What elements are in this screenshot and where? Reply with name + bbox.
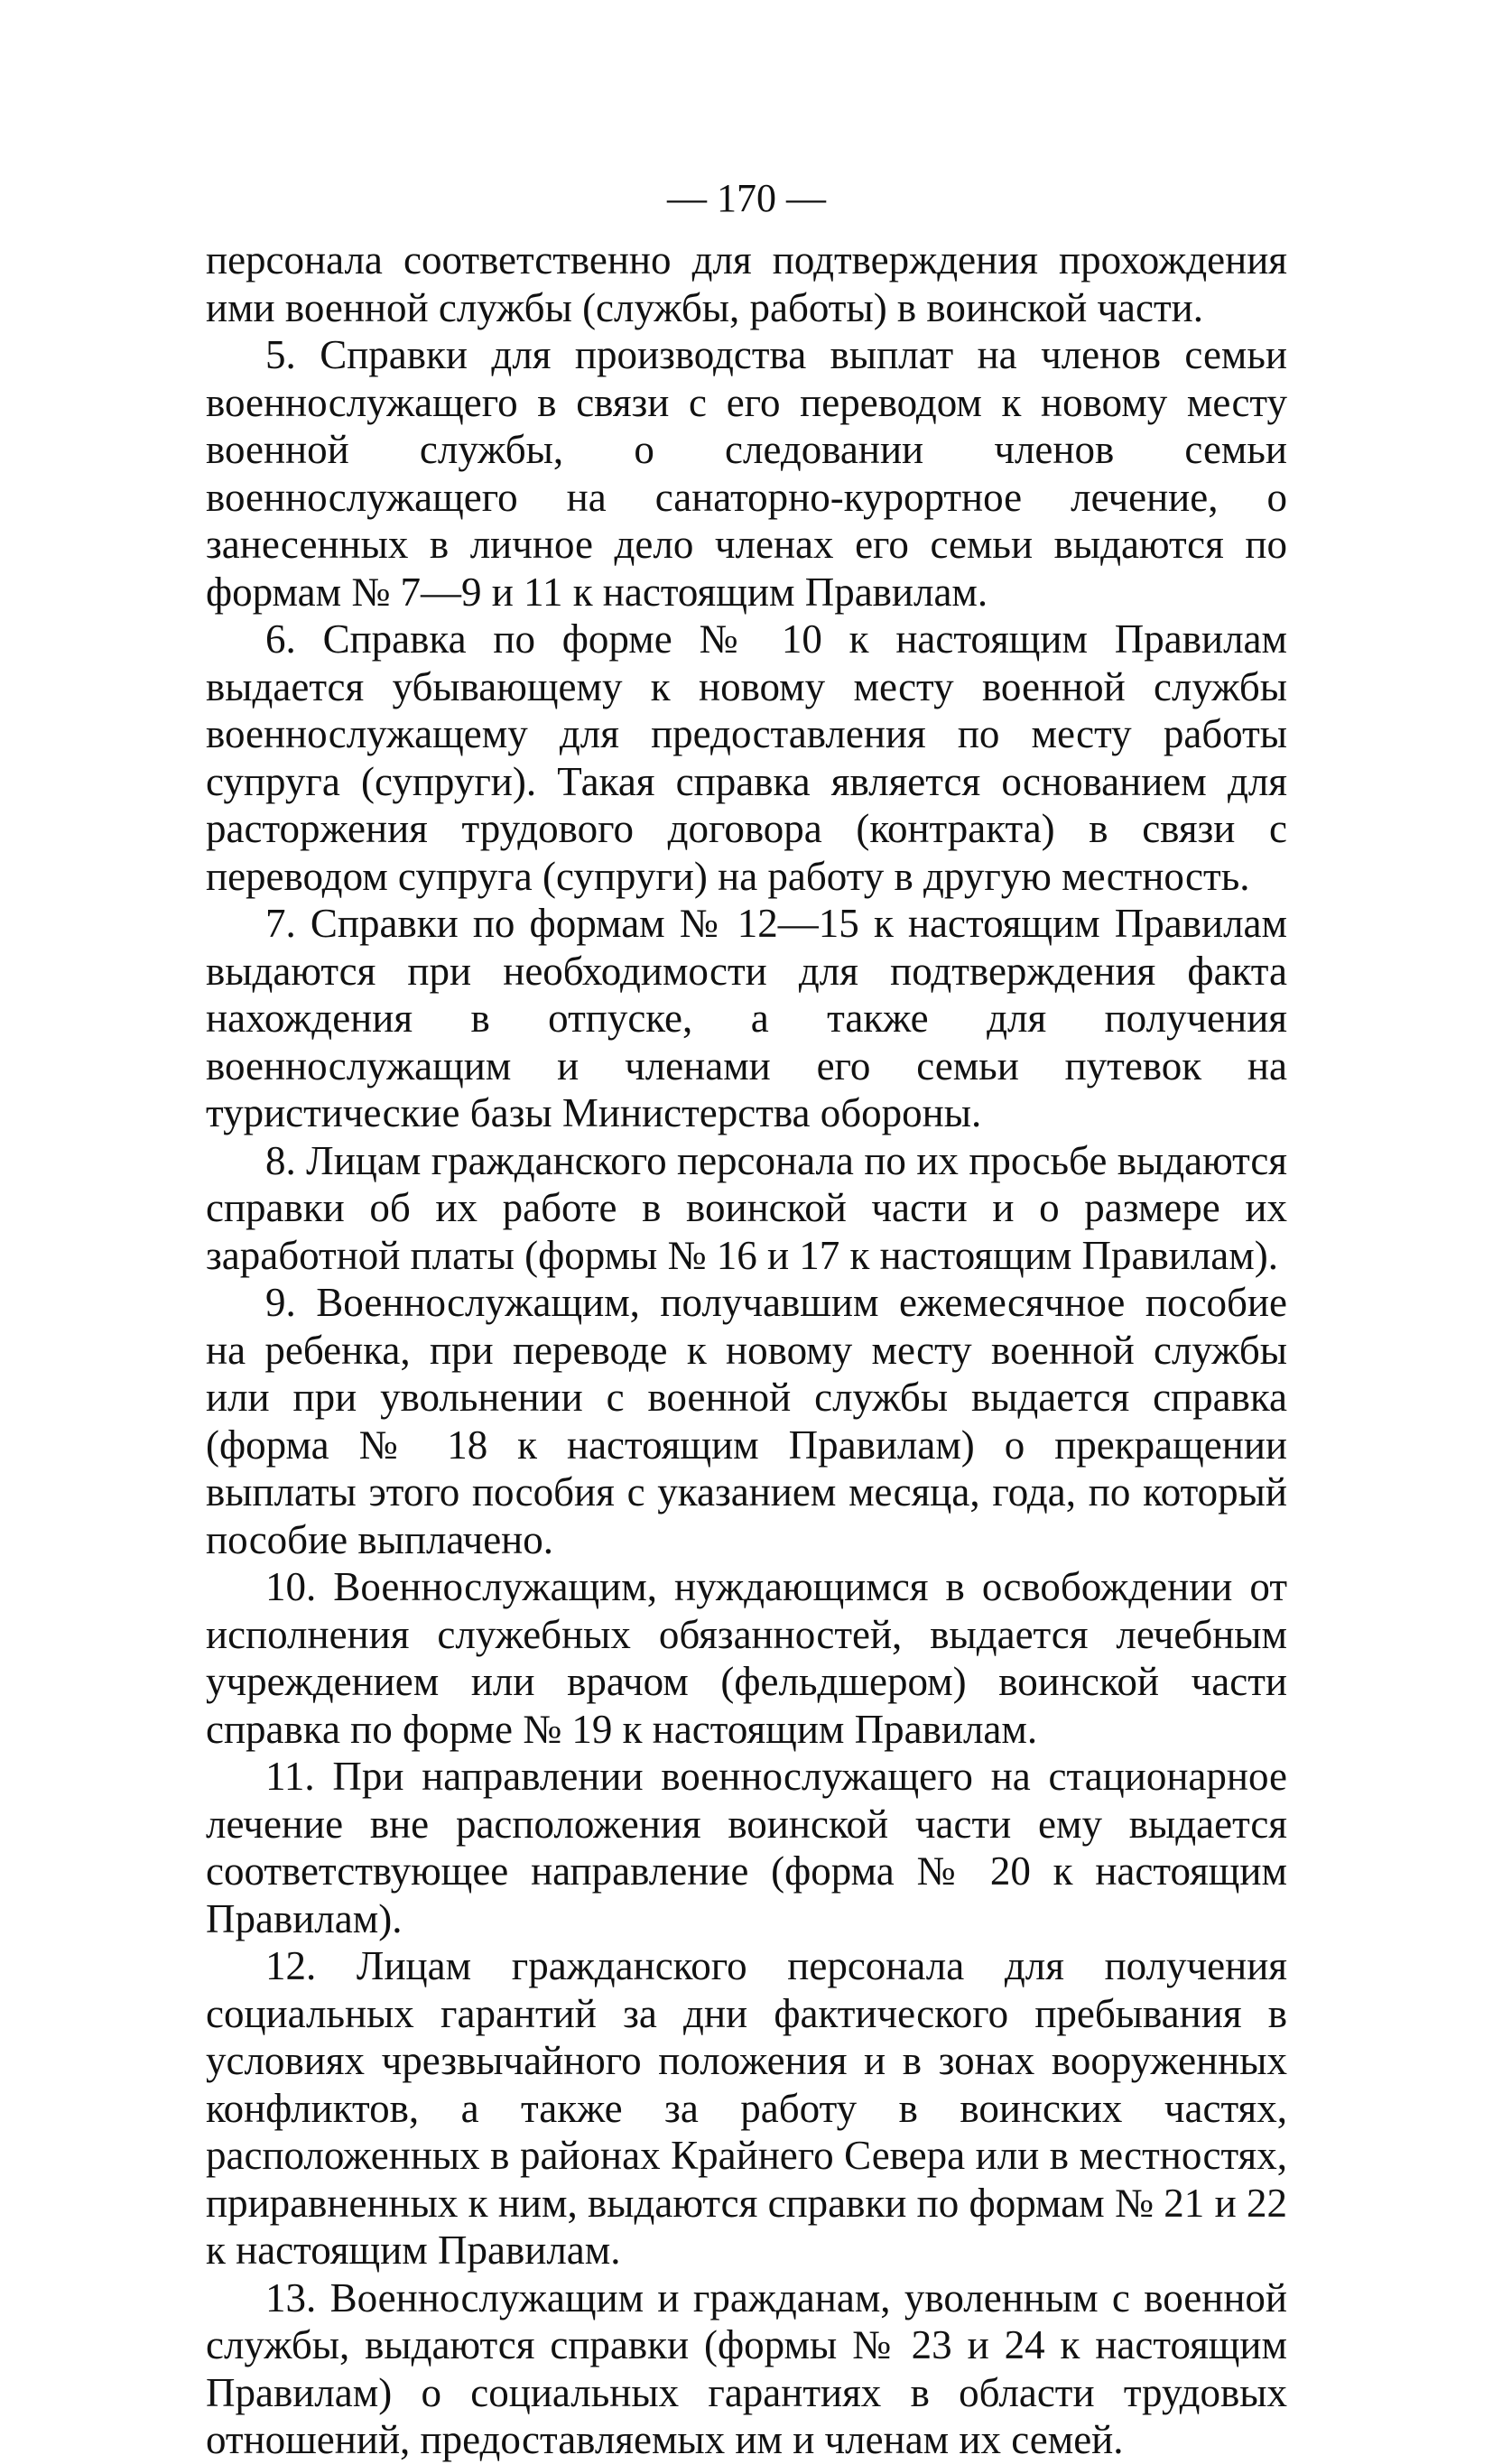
paragraph-item-7: 7. Справки по формам № 12—15 к настоящим Правилам выдаются при необходимости для подтверждения факта нахождения в отпуске, а также для получения военнослужащим и членами его семьи путевок на туристические базы Министерства обороны. [206,901,1287,1135]
paragraph-item-13: 13. Военнослужащим и гражданам, уволенным с военной службы, выдаются справки (формы № 23 и 24 к настоящим Правилам) о социальных гарантиях в области трудовых отношений, предоставляемых им и членам их семей. [206,2274,1287,2462]
paragraph-item-6: 6. Справка по форме № 10 к настоящим Правилам выдается убывающему к новому месту военной службы военнослужащему для предоставления по месту работы супруга (супруги). Такая справка является основанием для расторжения трудового договора (контракта) в связи с переводом супруга (супруги) на работу в другую местность. [206,616,1287,899]
paragraph-continuation: персонала соответственно для подтверждения прохождения ими военной службы (службы, работы) в воинской части. [206,237,1287,330]
paragraph-item-10: 10. Военнослужащим, нуждающимся в освобождении от исполнения служебных обязанностей, выдается лечебным учреждением или врачом (фельдшером) воинской части справка по форме № 19 к настоящим Правилам. [206,1564,1287,1752]
paragraph-item-5: 5. Справки для производства выплат на членов семьи военнослужащего в связи с его переводом к новому месту военной службы, о следовании членов семьи военнослужащего на санаторно-курортное лечение, о занесенных в личное дело членах его семьи выдаются по формам № 7—9 и 11 к настоящим Правилам. [206,332,1287,615]
paragraph-item-8: 8. Лицам гражданского персонала по их просьбе выдаются справки об их работе в воинской части и о размере их заработной платы (формы № 16 и 17 к настоящим Правилам). [206,1137,1287,1278]
paragraph-item-11: 11. При направлении военнослужащего на стационарное лечение вне расположения воинской части ему выдается соответствующее направление (форма № 20 к настоящим Правилам). [206,1754,1287,1941]
paragraph-item-12: 12. Лицам гражданского персонала для получения социальных гарантий за дни фактического пребывания в условиях чрезвычайного положения и в зонах вооруженных конфликтов, а также за работу в воинских частях, расположенных в районах Крайнего Севера или в местностях, приравненных к ним, выдаются справки по формам № 21 и 22 к настоящим Правилам. [206,1943,1287,2273]
page-number: — 170 — [667,176,826,220]
paragraph-item-9: 9. Военнослужащим, получавшим ежемесячное пособие на ребенка, при переводе к новому месту военной службы или при увольнении с военной службы выдается справка (форма № 18 к настоящим Правилам) о прекращении выплаты этого пособия с указанием месяца, года, по который пособие выплачено. [206,1280,1287,1562]
body-text [206,236,1287,2464]
